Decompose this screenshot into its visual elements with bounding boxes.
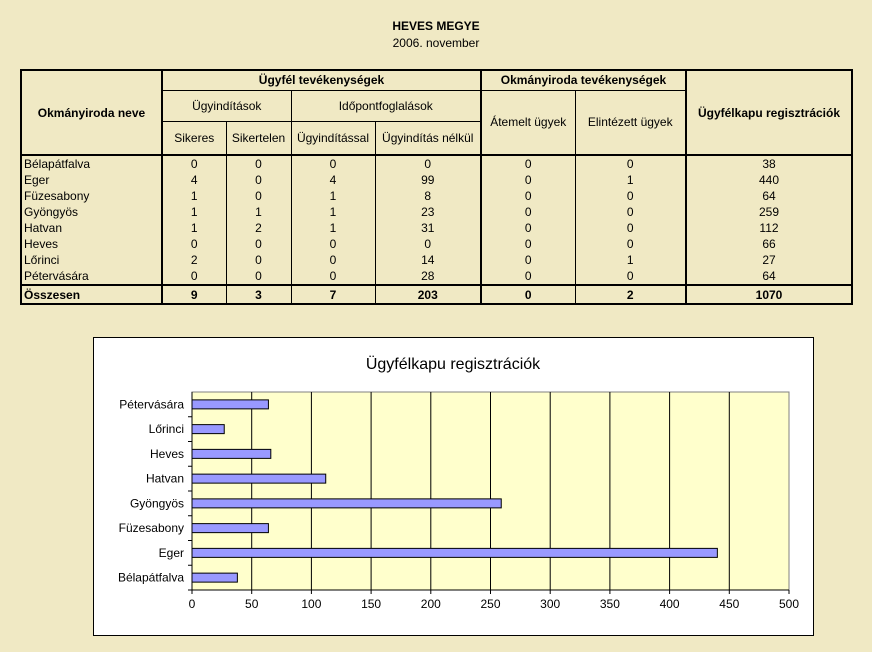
table-row — [21, 268, 852, 285]
cell-without-initiation: 0 — [375, 155, 481, 172]
total-handled: 2 — [575, 285, 686, 304]
cell-with-initiation: 0 — [291, 155, 375, 172]
cell-portal: 64 — [686, 188, 852, 204]
total-transferred: 0 — [481, 285, 575, 304]
cell-without-initiation: 14 — [375, 252, 481, 268]
cell-successful: 1 — [162, 204, 226, 220]
bar — [192, 425, 224, 434]
header-handled: Elintézett ügyek — [575, 90, 686, 155]
table-row — [21, 220, 852, 236]
cell-with-initiation: 1 — [291, 220, 375, 236]
cell-portal: 64 — [686, 268, 852, 285]
bar — [192, 573, 237, 582]
cell-successful: 0 — [162, 268, 226, 285]
bar-chart — [94, 338, 813, 635]
cell-portal: 66 — [686, 236, 852, 252]
total-successful: 9 — [162, 285, 226, 304]
cell-handled: 0 — [575, 188, 686, 204]
bar — [192, 548, 717, 557]
total-label: Összesen — [21, 285, 162, 304]
cell-transferred: 0 — [481, 155, 575, 172]
report-subtitle: 2006. november — [392, 36, 480, 50]
chart-panel — [93, 337, 814, 636]
chart-title: Ügyfélkapu regisztrációk — [365, 356, 541, 373]
x-tick-label: 200 — [420, 597, 441, 611]
total-unsuccessful: 3 — [226, 285, 291, 304]
header-bookings: Időpontfoglalások — [291, 90, 481, 121]
bar — [192, 474, 326, 483]
cell-with-initiation: 4 — [291, 172, 375, 188]
table-total-row — [21, 285, 852, 304]
cell-portal: 27 — [686, 252, 852, 268]
cell-transferred: 0 — [481, 236, 575, 252]
category-label: Heves — [149, 446, 184, 461]
cell-transferred: 0 — [481, 204, 575, 220]
category-label: Bélapátfalva — [117, 570, 184, 585]
category-label: Eger — [158, 545, 184, 560]
cell-unsuccessful: 2 — [226, 220, 291, 236]
cell-successful: 0 — [162, 155, 226, 172]
cell-without-initiation: 23 — [375, 204, 481, 220]
cell-office: Hatvan — [21, 220, 162, 236]
cell-transferred: 0 — [481, 268, 575, 285]
cell-handled: 1 — [575, 252, 686, 268]
total-without-initiation: 203 — [375, 285, 481, 304]
cell-office: Heves — [21, 236, 162, 252]
cell-office: Eger — [21, 172, 162, 188]
category-label: Füzesabony — [118, 521, 184, 536]
statistics-table — [20, 69, 853, 305]
cell-office: Pétervására — [21, 268, 162, 285]
cell-portal: 112 — [686, 220, 852, 236]
cell-portal: 440 — [686, 172, 852, 188]
cell-handled: 0 — [575, 268, 686, 285]
table-row — [21, 188, 852, 204]
x-tick-label: 350 — [599, 597, 620, 611]
cell-office: Lőrinci — [21, 252, 162, 268]
cell-unsuccessful: 1 — [226, 204, 291, 220]
header-office-name: Okmányiroda neve — [21, 70, 162, 155]
cell-unsuccessful: 0 — [226, 268, 291, 285]
cell-office: Gyöngyös — [21, 204, 162, 220]
cell-with-initiation: 0 — [291, 252, 375, 268]
header-client-activities: Ügyfél tevékenységek — [162, 70, 481, 90]
x-tick-label: 150 — [361, 597, 382, 611]
cell-without-initiation: 0 — [375, 236, 481, 252]
x-tick-label: 300 — [540, 597, 561, 611]
bar — [192, 499, 501, 508]
cell-with-initiation: 0 — [291, 268, 375, 285]
header-successful: Sikeres — [162, 121, 226, 155]
table-row — [21, 172, 852, 188]
bar — [192, 524, 268, 533]
header-portal-registrations: Ügyfélkapu regisztrációk — [686, 70, 852, 155]
x-tick-label: 0 — [188, 597, 196, 611]
cell-successful: 4 — [162, 172, 226, 188]
cell-without-initiation: 8 — [375, 188, 481, 204]
total-with-initiation: 7 — [291, 285, 375, 304]
table-row — [21, 155, 852, 172]
category-label: Hatvan — [145, 471, 184, 486]
cell-handled: 1 — [575, 172, 686, 188]
bar — [192, 449, 271, 458]
cell-with-initiation: 0 — [291, 236, 375, 252]
cell-transferred: 0 — [481, 172, 575, 188]
cell-handled: 0 — [575, 155, 686, 172]
cell-transferred: 0 — [481, 188, 575, 204]
header-with-initiation: Ügyindítással — [291, 121, 375, 155]
bar — [192, 400, 268, 409]
x-tick-label: 50 — [245, 597, 259, 611]
total-portal: 1070 — [686, 285, 852, 304]
cell-without-initiation: 31 — [375, 220, 481, 236]
header-initiations: Ügyindítások — [162, 90, 291, 121]
header-unsuccessful: Sikertelen — [226, 121, 291, 155]
table-row — [21, 236, 852, 252]
cell-successful: 2 — [162, 252, 226, 268]
cell-portal: 259 — [686, 204, 852, 220]
header-transferred: Átemelt ügyek — [481, 90, 575, 155]
cell-unsuccessful: 0 — [226, 188, 291, 204]
x-tick-label: 100 — [301, 597, 322, 611]
cell-successful: 1 — [162, 220, 226, 236]
cell-unsuccessful: 0 — [226, 236, 291, 252]
cell-without-initiation: 99 — [375, 172, 481, 188]
x-tick-label: 250 — [480, 597, 501, 611]
cell-transferred: 0 — [481, 220, 575, 236]
table-row — [21, 204, 852, 220]
x-tick-label: 500 — [778, 597, 800, 611]
cell-portal: 38 — [686, 155, 852, 172]
x-tick-label: 450 — [719, 597, 740, 611]
cell-unsuccessful: 0 — [226, 155, 291, 172]
header-without-initiation: Ügyindítás nélkül — [375, 121, 481, 155]
cell-office: Füzesabony — [21, 188, 162, 204]
cell-with-initiation: 1 — [291, 204, 375, 220]
cell-successful: 0 — [162, 236, 226, 252]
report-title: HEVES MEGYE — [392, 19, 480, 33]
cell-with-initiation: 1 — [291, 188, 375, 204]
category-label: Gyöngyös — [129, 496, 184, 511]
cell-without-initiation: 28 — [375, 268, 481, 285]
cell-successful: 1 — [162, 188, 226, 204]
category-label: Lőrinci — [148, 422, 184, 437]
cell-unsuccessful: 0 — [226, 172, 291, 188]
cell-unsuccessful: 0 — [226, 252, 291, 268]
category-label: Pétervására — [119, 397, 184, 412]
cell-handled: 0 — [575, 236, 686, 252]
cell-transferred: 0 — [481, 252, 575, 268]
header-office-activities: Okmányiroda tevékenységek — [481, 70, 686, 90]
table-row — [21, 252, 852, 268]
cell-office: Bélapátfalva — [21, 155, 162, 172]
x-tick-label: 400 — [659, 597, 680, 611]
cell-handled: 0 — [575, 204, 686, 220]
cell-handled: 0 — [575, 220, 686, 236]
